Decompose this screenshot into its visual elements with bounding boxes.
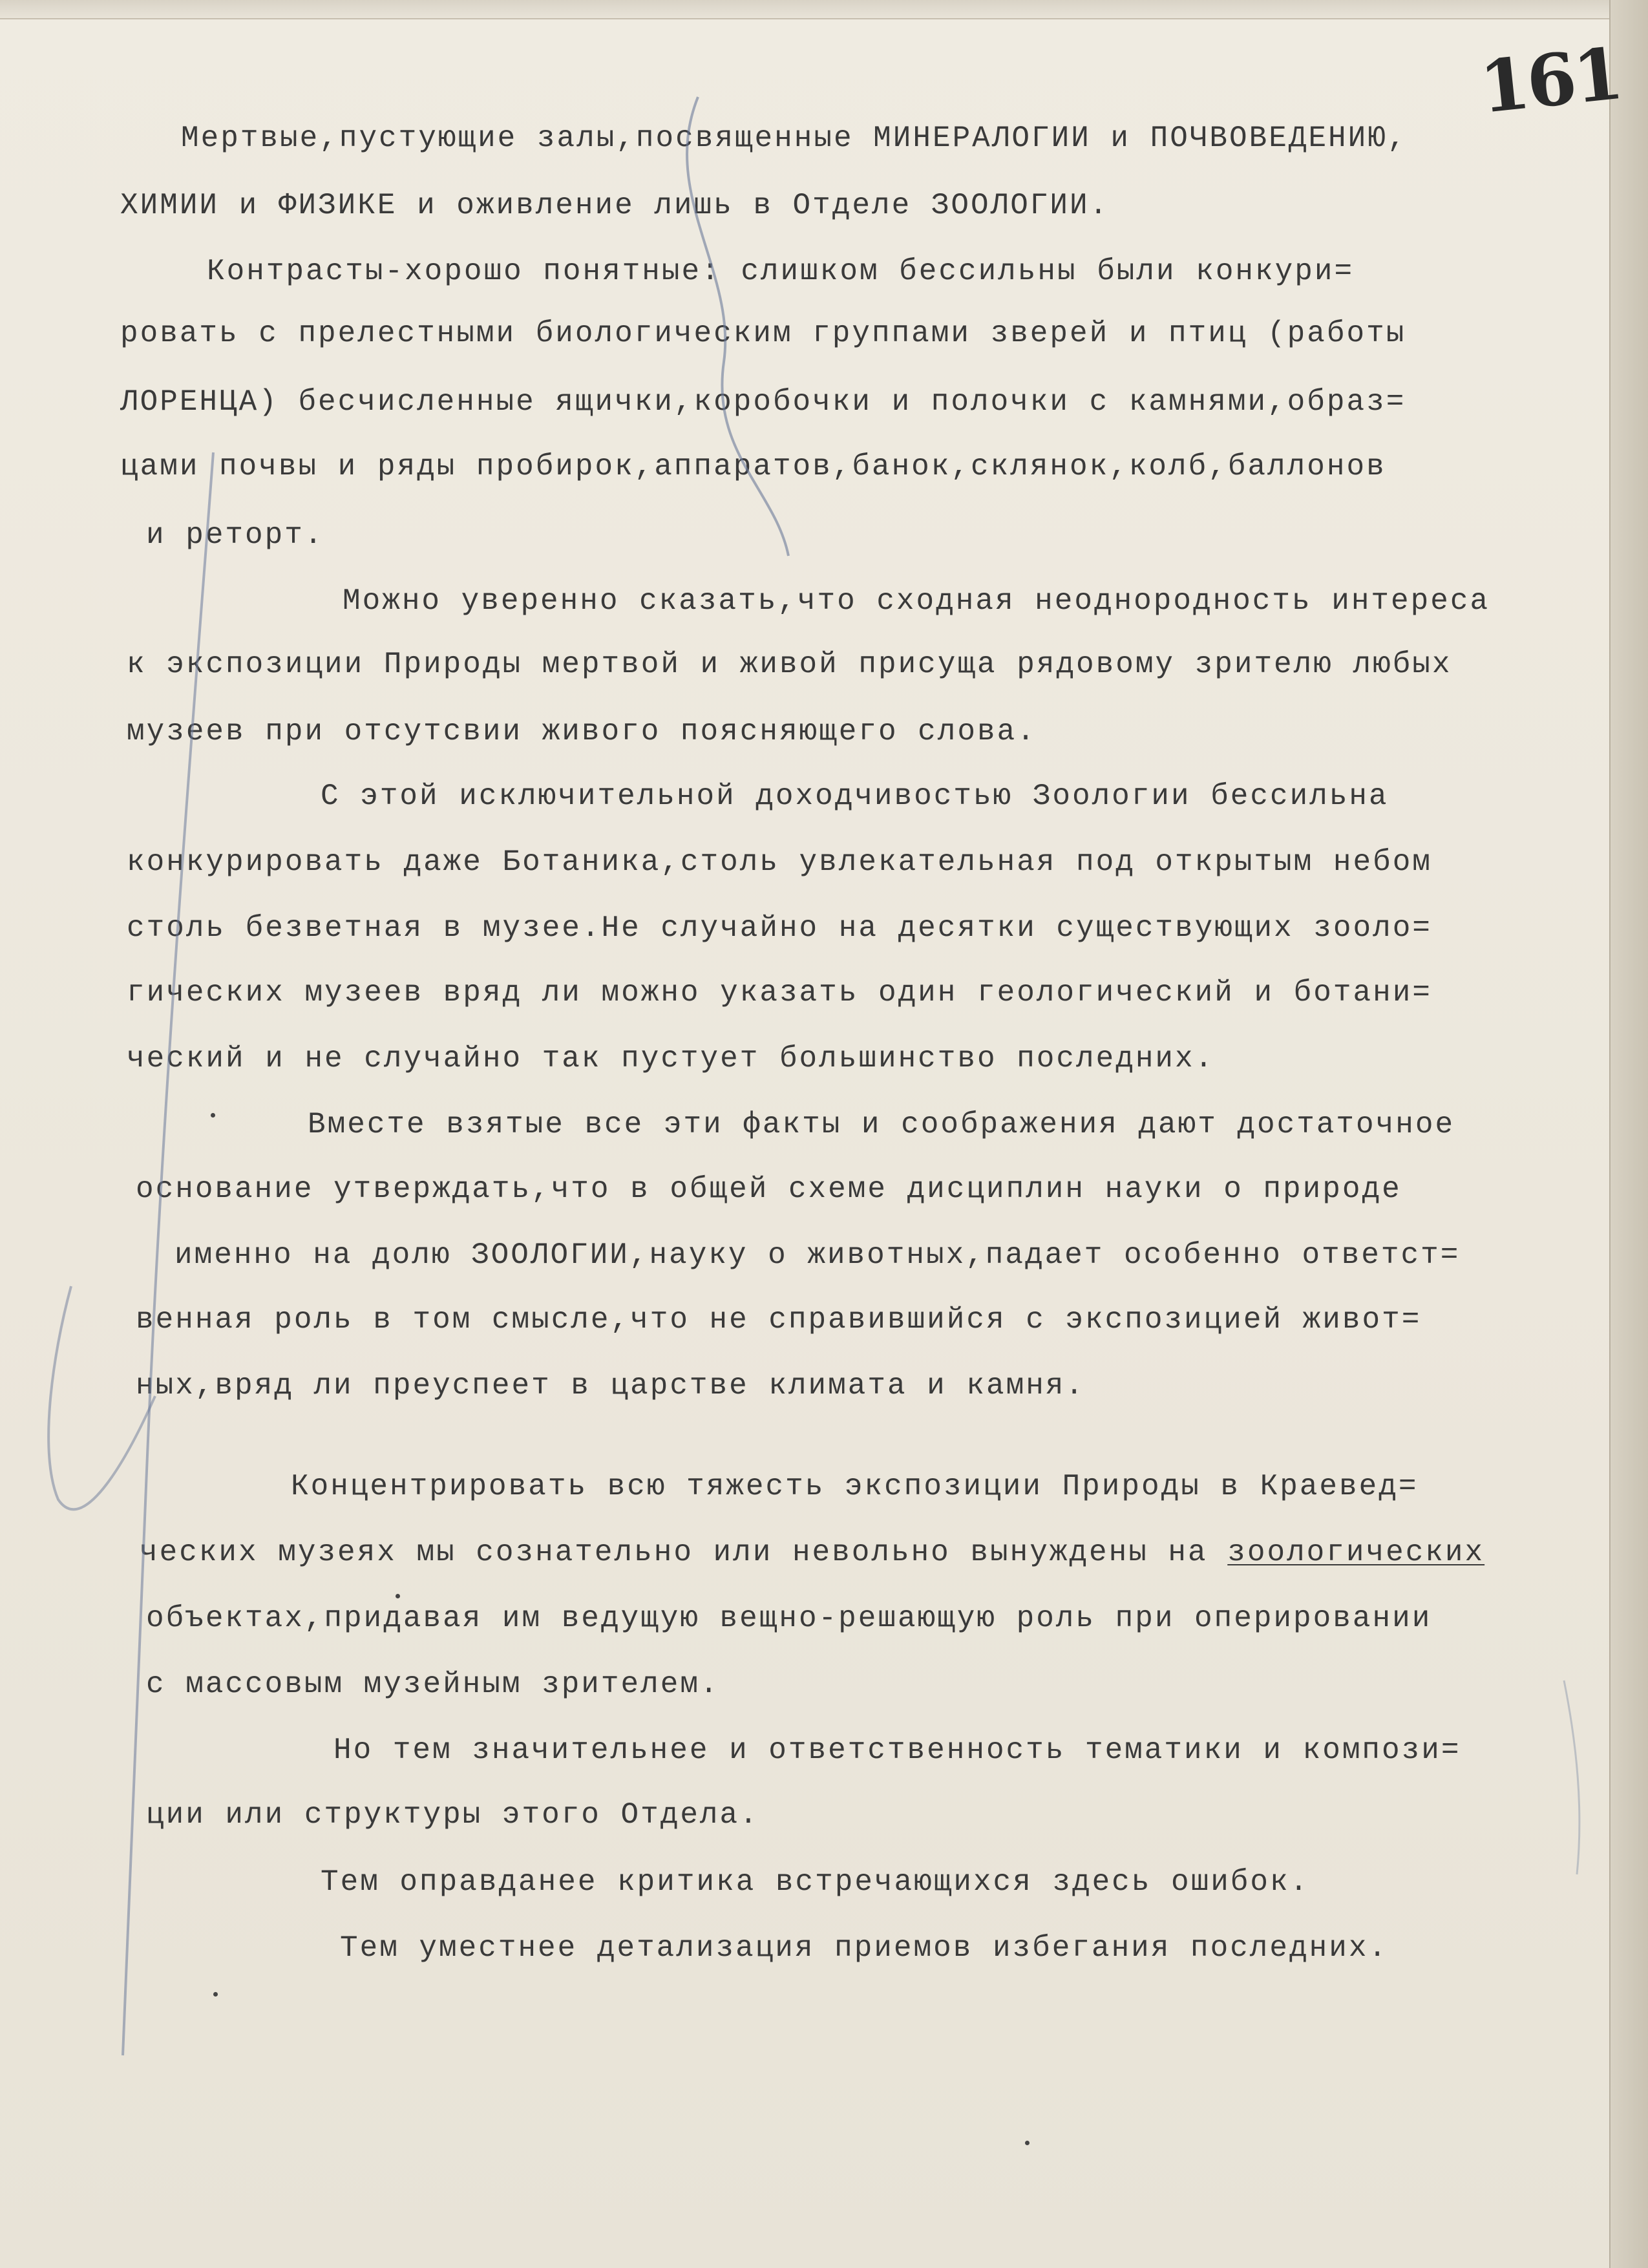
pencil-stroke-right xyxy=(1564,1680,1579,1874)
ink-dot xyxy=(396,1594,400,1598)
text-line-15: ческий и не случайно так пустует большинство последних. xyxy=(127,1042,1215,1076)
text-line-3: Контрасты-хорошо понятные: слишком бессильны были конкури= xyxy=(207,255,1355,288)
pencil-bracket-left xyxy=(48,1286,155,1509)
text-line-19: венная роль в том смысле,что не справившийся с экспозицией живот= xyxy=(136,1303,1422,1337)
text-line-2: ХИМИИ и ФИЗИКЕ и оживление лишь в Отделе ЗООЛОГИИ. xyxy=(120,189,1110,222)
page-number: 161 xyxy=(1475,31,1625,130)
text-line-1: Мертвые,пустующие залы,посвященные МИНЕРАЛОГИИ и ПОЧВОВЕДЕНИЮ, xyxy=(181,122,1408,155)
text-line-8: Можно уверенно сказать,что сходная неоднородность интереса xyxy=(343,584,1490,618)
text-line-11: С этой исключительной доходчивостью Зоологии бессильна xyxy=(321,779,1389,813)
text-line-18: именно на долю ЗООЛОГИИ,науку о животных,падает особенно ответст= xyxy=(174,1238,1461,1272)
pencil-stroke-left xyxy=(123,452,213,2055)
ink-dot xyxy=(211,1113,215,1118)
text-line-25: Но тем значительнее и ответственность тематики и компози= xyxy=(333,1733,1461,1767)
ink-dot xyxy=(1025,2141,1030,2145)
text-line-9: к экспозиции Природы мертвой и живой присуща рядовому зрителю любых xyxy=(127,648,1452,681)
text-line-5: ЛОРЕНЦА) бесчисленные ящички,коробочки и полочки с камнями,образ= xyxy=(120,385,1406,419)
text-line-7: и реторт. xyxy=(146,518,324,552)
text-line-12: конкурировать даже Ботаника,столь увлекательная под открытым небом xyxy=(127,845,1432,879)
text-line-23: объектах,придавая им ведущую вещно-решающую роль при оперировании xyxy=(146,1602,1432,1635)
text-line-14: гических музеев вряд ли можно указать один геологический и ботани= xyxy=(127,976,1432,1010)
pencil-stroke-top xyxy=(687,97,788,556)
underlined-word: зоологических xyxy=(1227,1536,1485,1569)
text-line-21: Концентрировать всю тяжесть экспозиции Природы в Краевед= xyxy=(291,1470,1419,1503)
text-line-16: Вместе взятые все эти факты и соображения дают достаточное xyxy=(308,1108,1455,1141)
text-line-20: ных,вряд ли преуспеет в царстве климата и камня. xyxy=(136,1369,1086,1403)
text-line-26: ции или структуры этого Отдела. xyxy=(146,1798,759,1832)
text-line-17: основание утверждать,что в общей схеме дисциплин науки о природе xyxy=(136,1172,1402,1206)
text-line-4: ровать с прелестными биологическим группами зверей и птиц (работы xyxy=(120,317,1406,350)
text-line-27: Тем оправданее критика встречающихся здесь ошибок. xyxy=(321,1865,1310,1899)
ink-dot xyxy=(213,1992,218,1997)
text-line-28: Тем уместнее детализация приемов избегания последних. xyxy=(340,1931,1389,1965)
text-line-24: с массовым музейным зрителем. xyxy=(146,1668,720,1701)
text-line-10: музеев при отсутсвии живого поясняющего слова. xyxy=(127,715,1037,748)
text-line-13: столь безветная в музее.Не случайно на десятки существующих зооло= xyxy=(127,911,1432,945)
page-edge xyxy=(1609,0,1648,2268)
text-line-6: цами почвы и ряды пробирок,аппаратов,банок,склянок,колб,баллонов xyxy=(120,450,1386,483)
text-line-22-start: ческих музеях мы сознательно или невольно вынуждены на xyxy=(140,1536,1228,1569)
